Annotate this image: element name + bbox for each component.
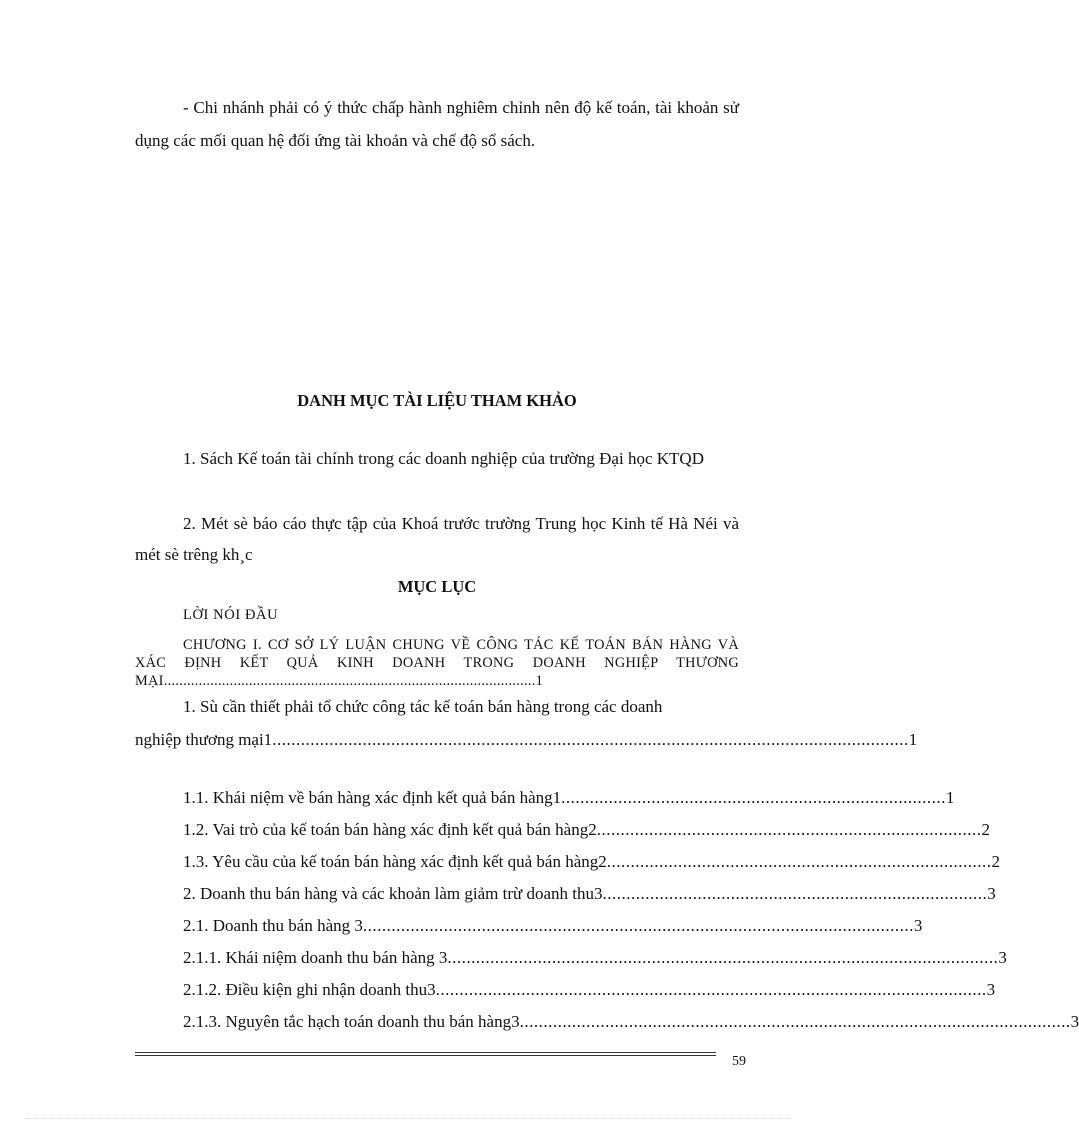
- toc-entry[interactable]: 2.1.2. Điều kiện ghi nhận doanh thu3 .................................................................................................................... 3: [183, 980, 996, 999]
- toc-entry[interactable]: 1.2. Vai trò của kế toán bán hàng xác định kết quả bán hàng2 ................................................................................. 2: [183, 820, 990, 839]
- footer-rule: [135, 1055, 716, 1056]
- page-edge: [24, 1118, 792, 1119]
- references-title: DANH MỤC TÀI LIỆU THAM KHẢO: [297, 391, 577, 410]
- toc-entry[interactable]: 1.1. Khái niệm về bán hàng xác định kết quả bán hàng1 ................................................................................. 1: [183, 788, 955, 807]
- toc-title: MỤC LỤC: [397, 577, 477, 596]
- footer-rule: [135, 1052, 716, 1053]
- reference-item-1: 1. Sách Kế toán tài chính trong các doanh nghiệp của trường Đại học KTQD: [183, 449, 704, 468]
- toc-section-1[interactable]: 1. Sù cần thiết phải tổ chức công tác kế toán bán hàng trong các doanh nghiệp thương mại1 ...................................................................................................................................... 1: [135, 697, 918, 749]
- page-number: 59: [732, 1054, 746, 1069]
- reference-item-2: 2. Mét sè báo cáo thực tập của Khoá trước trường Trung học Kinh tế Hà Néi và mét sè trêng kh¸c: [135, 514, 739, 564]
- toc-entry[interactable]: 2.1. Doanh thu bán hàng 3 .................................................................................................................... 3: [183, 916, 923, 935]
- toc-chapter-1[interactable]: CHƯƠNG I. CƠ SỞ LÝ LUẬN CHUNG VỀ CÔNG TÁC KẾ TOÁN BÁN HÀNG VÀ XÁC ĐỊNH KẾT QUẢ KINH DOANH TRONG DOANH NGHIỆP THƯƠNG MẠI................................................................................................1: [135, 637, 739, 689]
- toc-entry[interactable]: 1.3. Yêu cầu của kế toán bán hàng xác định kết quả bán hàng2 ................................................................................. 2: [183, 852, 1000, 871]
- toc-entry[interactable]: 2. Doanh thu bán hàng và các khoản làm giảm trừ doanh thu3 ................................................................................. 3: [183, 884, 996, 903]
- intro-paragraph: - Chi nhánh phải có ý thức chấp hành nghiêm chỉnh nên độ kế toán, tài khoản sử dụng các mối quan hệ đối ứng tài khoản và chế độ sổ sách.: [135, 98, 739, 150]
- toc-entry[interactable]: 2.1.1. Khái niệm doanh thu bán hàng 3 .................................................................................................................... 3: [183, 948, 1007, 967]
- toc-preface[interactable]: LỜI NÓI ĐẦU: [183, 607, 279, 623]
- toc-entry[interactable]: 2.1.3. Nguyên tắc hạch toán doanh thu bán hàng3 .................................................................................................................... 3: [183, 1012, 1079, 1031]
